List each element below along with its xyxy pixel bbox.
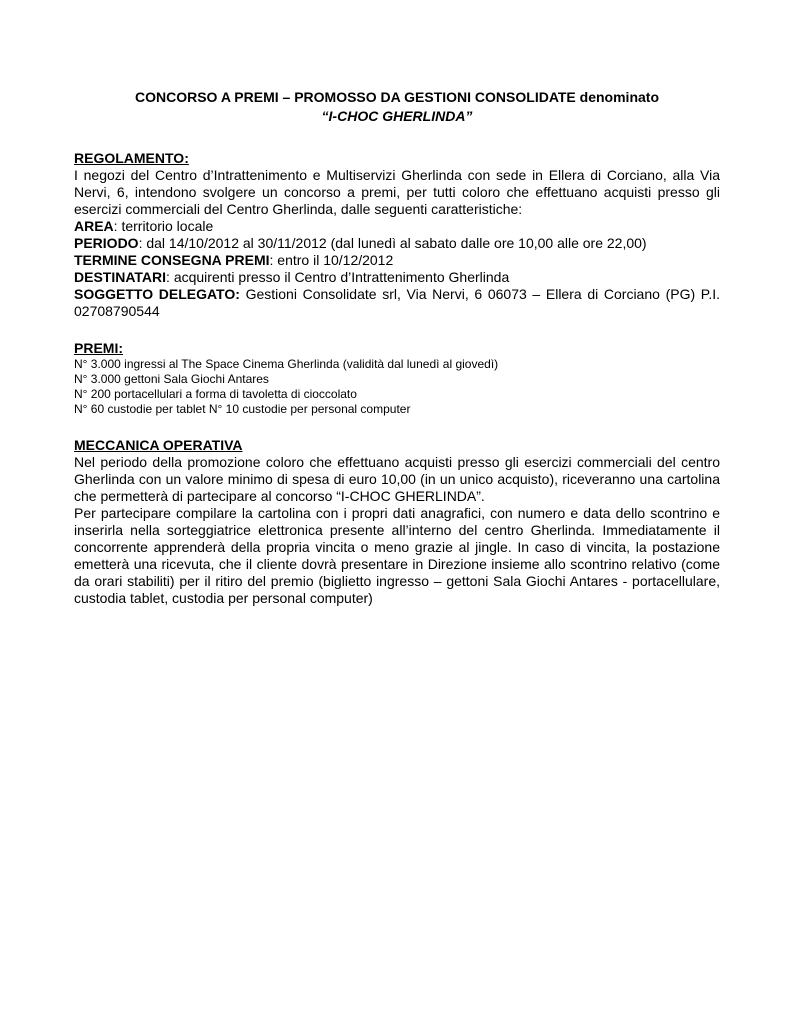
meccanica-heading: MECCANICA OPERATIVA: [74, 437, 243, 453]
termine-value: : entro il 10/12/2012: [269, 252, 394, 268]
premi-item: N° 200 portacellulari a forma di tavoletta di cioccolato: [74, 387, 357, 401]
periodo-value: : dal 14/10/2012 al 30/11/2012 (dal lunedì al sabato dalle ore 10,00 alle ore 22,00): [138, 235, 647, 251]
area-label: AREA: [74, 218, 114, 234]
destinatari-line: [74, 269, 720, 286]
termine-line: [74, 252, 720, 269]
soggetto-line: [74, 286, 720, 320]
title-line-2: “I-CHOC GHERLINDA”: [321, 108, 473, 124]
regolamento-heading: REGOLAMENTO:: [74, 150, 189, 166]
termine-label: TERMINE CONSEGNA PREMI: [74, 252, 270, 268]
meccanica-paragraph-1: Nel periodo della promozione coloro che effettuano acquisti presso gli esercizi commerciali del centro Gherlinda con un valore minimo di spesa di euro 10,00 (in un unico acquisto), riceveranno una cartolina che permetterà di partecipare al concorso “I-CHOC GHERLINDA”.: [74, 454, 720, 504]
soggetto-value: Gestioni Consolidate srl, Via Nervi, 6 06073 – Ellera di Corciano (PG) P.I. 02708790544: [74, 286, 720, 319]
area-line: [74, 218, 720, 235]
premi-item: N° 60 custodie per tablet N° 10 custodie per personal computer: [74, 402, 411, 416]
area-value: : territorio locale: [113, 218, 214, 234]
premi-list: [74, 357, 720, 417]
section-premi: [74, 340, 720, 417]
section-meccanica: [74, 437, 720, 607]
periodo-label: PERIODO: [74, 235, 139, 251]
destinatari-value: : acquirenti presso il Centro d’Intrattenimento Gherlinda: [166, 269, 510, 285]
periodo-line: [74, 235, 720, 252]
destinatari-label: DESTINATARI: [74, 269, 167, 285]
title-line-1: CONCORSO A PREMI – PROMOSSO DA GESTIONI CONSOLIDATE denominato: [135, 89, 659, 105]
document-page: [74, 88, 720, 607]
premi-heading: PREMI:: [74, 340, 123, 356]
meccanica-paragraph-2: Per partecipare compilare la cartolina con i propri dati anagrafici, con numero e data dello scontrino e inserirla nella sorteggiatrice elettronica presente all’interno del centro Gherlinda. Immediatamente il concorrente apprenderà della propria vincita o meno grazie al jingle. In caso di vincita, la postazione emetterà una ricevuta, che il cliente dovrà presentare in Direzione insieme allo scontrino relativo (come da orari stabiliti) per il ritiro del premio (biglietto ingresso – gettoni Sala Giochi Antares - portacellulare, custodia tablet, custodia per personal computer): [74, 505, 720, 606]
section-regolamento: [74, 150, 720, 320]
regolamento-intro: I negozi del Centro d’Intrattenimento e Multiservizi Gherlinda con sede in Ellera di Corciano, alla Via Nervi, 6, intendono svolgere un concorso a premi, per tutti coloro che effettuano acquisti presso gli esercizi commerciali del Centro Gherlinda, dalle seguenti caratteristiche:: [74, 167, 720, 217]
premi-item: N° 3.000 ingressi al The Space Cinema Gherlinda (validità dal lunedì al giovedì): [74, 357, 499, 371]
document-title: [74, 88, 720, 126]
premi-item: N° 3.000 gettoni Sala Giochi Antares: [74, 372, 269, 386]
soggetto-label: SOGGETTO DELEGATO:: [74, 286, 240, 302]
